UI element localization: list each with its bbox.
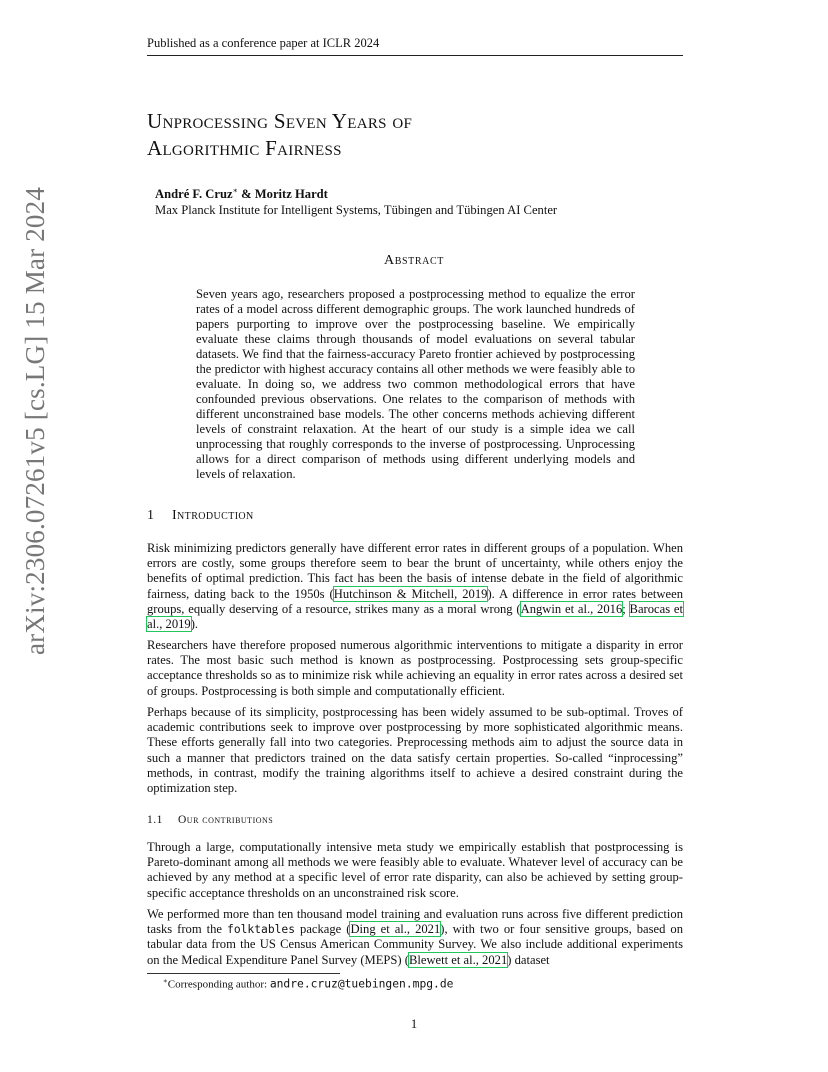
footnote-text: Corresponding author: [167, 978, 270, 991]
author-separator: & [237, 187, 255, 202]
contrib-paragraph-1: Through a large, computationally intensive meta study we empirically establish that postprocessing is Pareto-dominant among all methods we were feasibly able to evaluate. Whatever level of accuracy can be achieved by any method at a specific level of error rate disparity, can also be achieved by setting group-specific acceptance thresholds on an unconstrained risk score. [147, 840, 683, 900]
section-heading-introduction [147, 508, 254, 524]
citation-link[interactable]: Blewett et al., 2021 [408, 952, 508, 967]
footnote [163, 977, 453, 991]
author-1: André F. Cruz [155, 187, 233, 202]
citation-link[interactable]: Barocas et al., 2019 [147, 601, 683, 632]
running-header: Published as a conference paper at ICLR 2024 [147, 36, 683, 56]
citation-link[interactable]: Angwin et al., 2016 [520, 601, 623, 616]
subsection-heading-contributions [147, 814, 273, 826]
author-block [155, 183, 557, 218]
email-link[interactable]: andre.cruz@tuebingen.mpg.de [269, 977, 454, 991]
text-span: ). A difference in error rates between groups, equally deserving of a resource, strikes many as a moral wrong ( [147, 586, 683, 616]
footnote-marker[interactable]: ∗ [232, 186, 238, 195]
author-names [155, 183, 557, 202]
intro-paragraph-2: Researchers have therefore proposed numerous algorithmic interventions to mitigate a disparity in error rates. The most basic such method is known as postprocessing. Postprocessing sets group-specific acceptance thresholds so as to minimize risk while achieving an equality in error rates across a desired set of groups. Postprocessing is both simple and computationally efficient. [147, 638, 683, 698]
title-line-2: Algorithmic Fairness [147, 136, 342, 160]
abstract-heading: Abstract [384, 253, 444, 268]
title-line-1: Unprocessing Seven Years of [147, 109, 413, 133]
section-title: Introduction [172, 508, 254, 523]
text-span: package ( [295, 922, 351, 937]
subsection-number: 1.1 [147, 814, 163, 826]
text-span: ; [622, 601, 630, 616]
affiliation: Max Planck Institute for Intelligent Systems, Tübingen and Tübingen AI Center [155, 203, 558, 218]
abstract-text: Seven years ago, researchers proposed a postprocessing method to equalize the error rates of a model across different demographic groups. The work launched hundreds of papers purporting to improve over the postprocessing baseline. We empirically evaluate these claims through thousands of model evaluations on several tabular datasets. We find that the fairness-accuracy Pareto frontier achieved by postprocessing the predictor with highest accuracy contains all other methods we were feasibly able to evaluate. In doing so, we address two common methodological errors that have confounded previous observations. One relates to the comparison of methods with different unconstrained base models. The other concerns methods achieving different levels of constraint relaxation. At the heart of our study is a simple idea we call unprocessing that roughly corresponds to the inverse of postprocessing. Unprocessing allows for a direct comparison of methods using different underlying models and levels of relaxation. [196, 287, 635, 481]
page-number: 1 [410, 1017, 418, 1031]
author-2: Moritz Hardt [254, 187, 328, 202]
footnote-rule [147, 973, 340, 974]
paper-title [147, 108, 707, 162]
text-span: ). [190, 617, 199, 632]
package-name: folktables [227, 923, 296, 937]
intro-paragraph-1 [147, 541, 683, 632]
contrib-paragraph-2 [147, 907, 683, 968]
section-number: 1 [147, 508, 155, 523]
footnote-mark: ∗ [163, 977, 168, 985]
text-span: We performed more than ten thousand model training and evaluation runs across five different prediction tasks from the [147, 907, 683, 937]
text-span: Risk minimizing predictors generally have different error rates in different groups of a population. When errors are costly, some groups therefore seem to bear the brunt of uncertainty, while others enjoy the benefits of optimal prediction. This fact has been the basis of intense debate in the field of algorithmic fairness, dating back to the 1950s ( [147, 541, 683, 601]
citation-link[interactable]: Ding et al., 2021 [350, 922, 441, 937]
subsection-title: Our contributions [178, 814, 274, 826]
intro-paragraph-3: Perhaps because of its simplicity, postprocessing has been widely assumed to be sub-optimal. Troves of academic contributions seek to improve over postprocessing by more sophisticated algorithmic means. These efforts generally fall into two categories. Preprocessing methods aim to adjust the source data in such a manner that predictors trained on the data satisfy certain properties. So-called “inprocessing” methods, in contrast, modify the training algorithms itself to achieve a desired constraint during the optimization step. [147, 705, 683, 796]
arxiv-identifier: arXiv:2306.07261v5 [cs.LG] 15 Mar 2024 [20, 186, 50, 655]
citation-link[interactable]: Hutchinson & Mitchell, 2019 [333, 586, 488, 601]
text-span: ) dataset [507, 952, 550, 967]
text-span: ), with two or four sensitive groups, based on tabular data from the US Census American Community Survey. We also include additional experiments on the Medical Expenditure Panel Survey (MEPS) ( [147, 922, 684, 967]
